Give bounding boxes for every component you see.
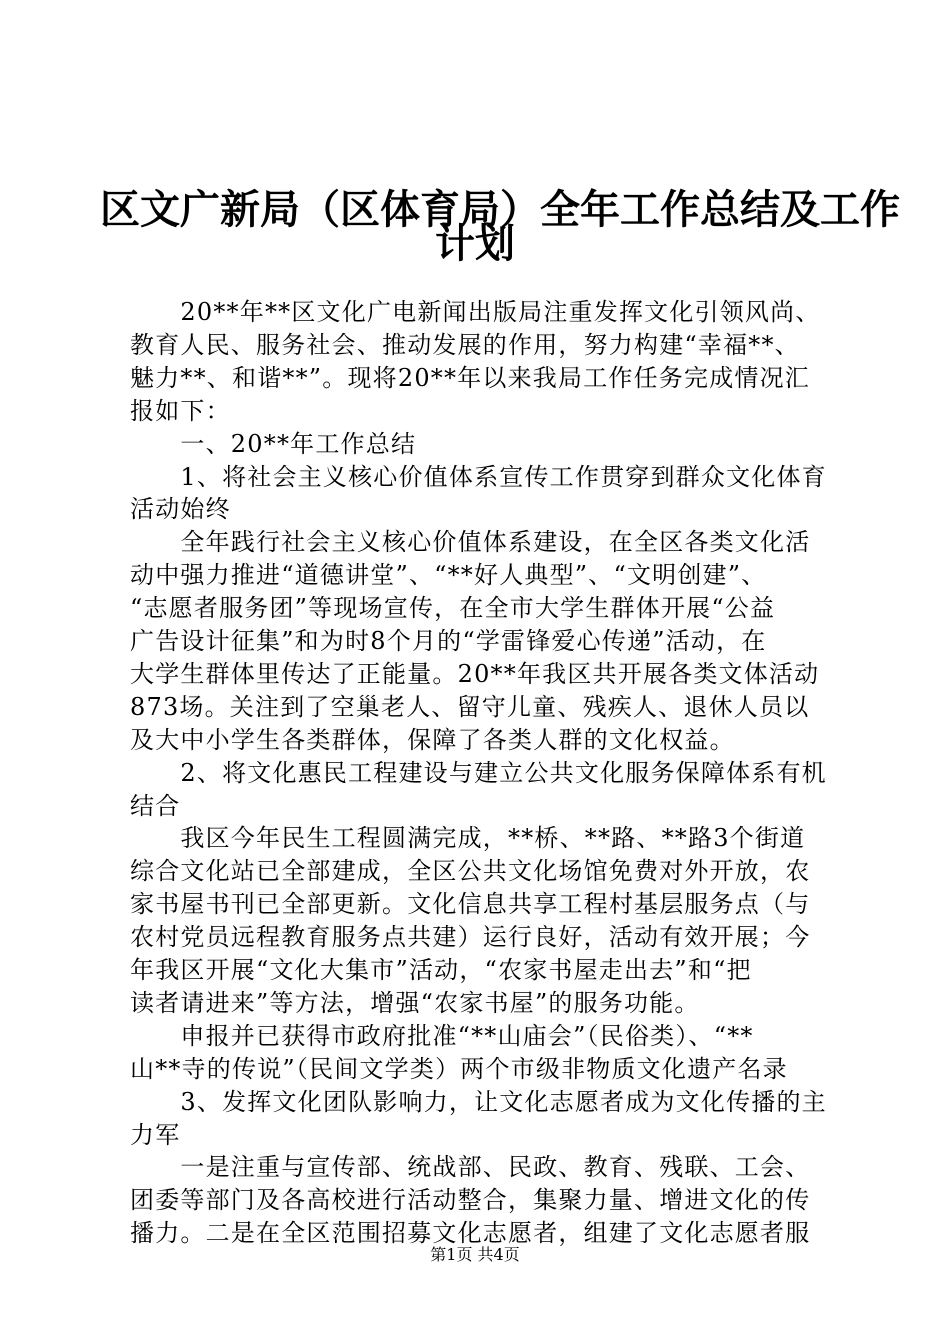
body-text-line: 活动始终 bbox=[130, 495, 231, 524]
body-text-line: “志愿者服务团”等现场宣传，在全市大学生群体开展“公益 bbox=[130, 594, 776, 623]
body-text-line: 读者请进来”等方法，增强“农家书屋”的服务功能。 bbox=[130, 988, 700, 1017]
body-text-line: 山**寺的传说”（民间文学类）两个市级非物质文化遗产名录 bbox=[130, 1054, 788, 1083]
body-text-line: 魅力**、和谐**”。现将20**年以来我局工作任务完成情况汇 bbox=[130, 363, 811, 392]
body-text-line: 及大中小学生各类群体，保障了各类人群的文化权益。 bbox=[130, 725, 735, 754]
body-text-line: 教育人民、服务社会、推动发展的作用，努力构建“幸福**、 bbox=[130, 330, 800, 359]
body-text-line: 力军 bbox=[130, 1120, 181, 1149]
body-text-line: 结合 bbox=[130, 791, 181, 820]
body-text-line: 广告设计征集”和为时8个月的“学雷锋爱心传递”活动，在 bbox=[130, 627, 767, 655]
body-text-line: 家书屋书刊已全部更新。文化信息共享工程村基层服务点（与 bbox=[130, 890, 811, 919]
body-text-line: 1、将社会主义核心价值体系宣传工作贯穿到群众文化体育 bbox=[130, 462, 827, 491]
body-text-line: 报如下： bbox=[130, 396, 231, 425]
body-text-line: 申报并已获得市政府批准“**山庙会”（民俗类）、“** bbox=[130, 1021, 754, 1050]
body-text-line: 一是注重与宣传部、统战部、民政、教育、残联、工会、 bbox=[130, 1153, 811, 1182]
body-text-line: 综合文化站已全部建成，全区公共文化场馆免费对外开放，农 bbox=[130, 857, 811, 886]
body-text-line: 3、发挥文化团队影响力，让文化志愿者成为文化传播的主 bbox=[130, 1087, 827, 1116]
body-text-line: 农村党员远程教育服务点共建）运行良好，活动有效开展；今 bbox=[130, 923, 811, 952]
document-title-line-1: 区文广新局（区体育局）全年工作总结及工作 bbox=[100, 187, 900, 233]
body-text-line: 大学生群体里传达了正能量。20**年我区共开展各类文体活动 bbox=[130, 659, 820, 688]
body-text-line: 20**年**区文化广电新闻出版局注重发挥文化引领风尚、 bbox=[130, 298, 821, 326]
document-title-line-2: 计划 bbox=[435, 221, 515, 267]
body-text-line: 2、将文化惠民工程建设与建立公共文化服务保障体系有机 bbox=[130, 758, 827, 787]
body-text-line: 一、20**年工作总结 bbox=[130, 429, 417, 458]
body-text-line: 动中强力推进“道德讲堂”、“**好人典型”、“文明创建”、 bbox=[130, 561, 767, 590]
body-text-line: 873场。关注到了空巢老人、留守儿童、残疾人、退休人员以 bbox=[130, 692, 810, 721]
page-footer: 第1页 共4页 bbox=[430, 1245, 520, 1264]
body-text-line: 全年践行社会主义核心价值体系建设，在全区各类文化活 bbox=[130, 528, 811, 557]
body-text-line: 年我区开展“文化大集市”活动，“农家书屋走出去”和“把 bbox=[130, 956, 752, 984]
body-text-line: 播力。二是在全区范围招募文化志愿者，组建了文化志愿者服 bbox=[130, 1219, 811, 1248]
body-text-line: 我区今年民生工程圆满完成，**桥、**路、**路3个街道 bbox=[130, 824, 806, 853]
body-text-line: 团委等部门及各高校进行活动整合，集聚力量、增进文化的传 bbox=[130, 1186, 811, 1215]
